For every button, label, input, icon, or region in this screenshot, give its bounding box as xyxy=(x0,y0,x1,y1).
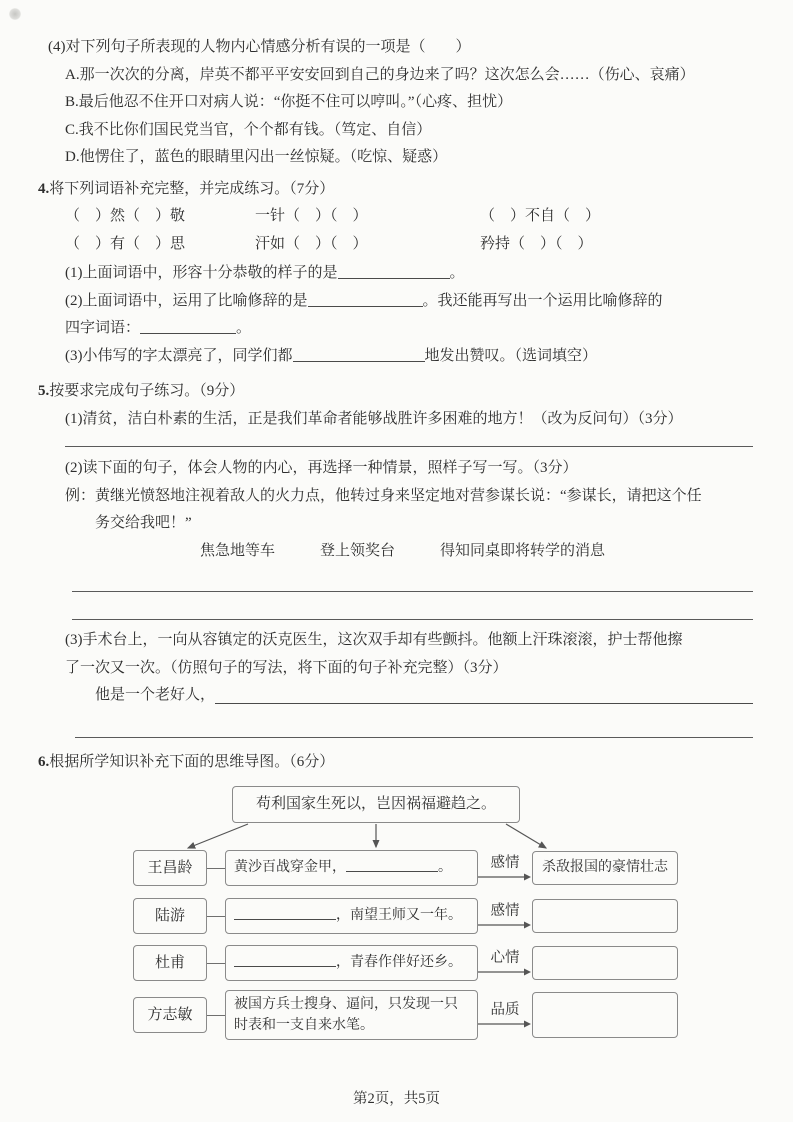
q3-sub4-option-d: D.他愣住了，蓝色的眼睛里闪出一丝惊疑。（吃惊、疑惑） xyxy=(65,149,448,165)
answer-blank xyxy=(338,277,450,279)
quote-text: ，青春作伴好还乡。 xyxy=(336,955,462,970)
page-footer: 第2页，共5页 xyxy=(353,1091,440,1107)
connector-line xyxy=(207,963,225,964)
q4-sub2-line2-text: 四字词语： xyxy=(65,320,141,336)
arrow-right-icon xyxy=(478,967,532,977)
q5-stem-line xyxy=(38,378,793,406)
author-box: 方志敏 xyxy=(133,997,207,1033)
scan-artifact xyxy=(9,8,21,20)
scenario-item: 得知同桌即将转学的消息 xyxy=(440,542,606,559)
q5-sub2: (2)读下面的句子，体会人物的内心，再选择一种情景，照样子写一写。（3分） xyxy=(65,460,578,476)
q4-sub1-text: (1)上面词语中，形容十分恭敬的样子的是 xyxy=(65,265,338,281)
answer-line xyxy=(65,446,753,447)
q5-example-line1: 例：黄继光愤怒地注视着敌人的火力点，他转过身来坚定地对营参谋长说：“参谋长，请把这个任 xyxy=(65,487,702,504)
answer-blank xyxy=(234,918,336,920)
q6-stem-line xyxy=(38,749,793,777)
connector-line xyxy=(207,868,225,869)
q4-sub1 xyxy=(65,260,793,288)
quote-text: ，南望王师又一年。 xyxy=(336,908,462,923)
answer-line xyxy=(75,737,753,738)
q5-scenario-list xyxy=(200,538,793,566)
connector-line xyxy=(207,1015,225,1016)
q3-sub4-option-b: B.最后他忍不住开口对病人说：“你挺不住可以哼叫。”（心疼、担忧） xyxy=(65,94,513,110)
author-box: 杜甫 xyxy=(133,945,207,981)
relation-label: 心情 xyxy=(490,949,520,966)
emotion-box: 杀敌报国的豪情壮志 xyxy=(532,851,678,885)
q6-stem: 根据所学知识补充下面的思维导图。（6分） xyxy=(49,753,335,770)
arrow-right-icon xyxy=(478,920,532,930)
connector-line xyxy=(207,916,225,917)
quote-box xyxy=(225,898,478,934)
q5-stem: 按要求完成句子练习。（9分） xyxy=(49,383,245,399)
q5-sub3-line2: 了一次又一次。（仿照句子的写法，将下面的句子补充完整）（3分） xyxy=(65,659,508,676)
emotion-box-empty xyxy=(532,899,678,933)
q4-sub3-text: (3)小伟写的字太漂亮了，同学们都 xyxy=(65,347,293,364)
relation-label-col xyxy=(478,855,532,882)
relation-label: 品质 xyxy=(490,1001,520,1018)
mindmap-row xyxy=(133,945,678,981)
q4-sub2-line2 xyxy=(65,315,793,343)
q4-sub2-text: (2)上面词语中，运用了比喻修辞的是 xyxy=(65,292,308,309)
word-item: （ ）不自（ ） xyxy=(480,208,601,224)
mindmap-branch-arrows xyxy=(0,822,793,852)
word-item: 矜持（ ）（ ） xyxy=(480,235,593,252)
mindmap-row xyxy=(133,898,678,934)
quote-text: 黄沙百战穿金甲， xyxy=(234,860,346,875)
quote-period: 。 xyxy=(438,860,452,875)
q3-sub4-option-a: A.那一次次的分离，岸英不都平平安安回到自己的身边来了吗？这次怎么会……（伤心、哀痛） xyxy=(65,66,695,83)
quote-box: 被国方兵士搜身、逼问，只发现一只时表和一支自来水笔。 xyxy=(225,990,478,1040)
relation-label-col xyxy=(478,1002,532,1029)
author-box: 王昌龄 xyxy=(133,850,207,886)
q6-number: 6. xyxy=(38,753,50,770)
answer-blank xyxy=(308,305,423,307)
quote-box xyxy=(225,945,478,981)
q5-sub3-fill-text: 他是一个老好人， xyxy=(95,687,216,703)
answer-blank xyxy=(215,702,753,704)
q5-sub3-line1: (3)手术台上，一向从容镇定的沃克医生，这次双手却有些颤抖。他额上汗珠滚滚，护士帮他擦 xyxy=(65,632,683,648)
relation-label-col xyxy=(478,903,532,930)
answer-blank xyxy=(234,965,336,967)
q4-stem-line xyxy=(38,176,793,204)
scenario-item: 登上领奖台 xyxy=(320,542,396,559)
word-item: （ ）有（ ）思 xyxy=(65,235,186,252)
q5-example-line2: 务交给我吧！” xyxy=(95,515,192,531)
answer-blank xyxy=(293,360,425,362)
emotion-box-empty xyxy=(532,992,678,1038)
q4-sub2-text-cont: 。我还能再写出一个运用比喻修辞的 xyxy=(422,292,663,309)
q4-sub3-text-cont: 地发出赞叹。（选词填空） xyxy=(424,347,598,364)
word-item: 汗如（ ）（ ） xyxy=(255,235,368,252)
emotion-box-empty xyxy=(532,946,678,980)
answer-blank xyxy=(140,332,236,334)
answer-blank xyxy=(346,870,438,872)
q4-word-row-2 xyxy=(65,231,793,259)
q4-sub3 xyxy=(65,343,793,371)
word-item: （ ）然（ ）敬 xyxy=(65,208,186,224)
q4-sub2-line2-period: 。 xyxy=(236,320,252,336)
q4-stem: 将下列词语补充完整，并完成练习。（7分） xyxy=(49,180,335,197)
q5-sub1: (1)清贫，洁白朴素的生活，正是我们革命者能够战胜许多困难的地方！（改为反问句）（3分） xyxy=(65,410,683,427)
q5-sub3-fill xyxy=(95,682,753,710)
q4-sub1-period: 。 xyxy=(449,265,465,281)
q3-sub4-option-c: C.我不比你们国民党当官，个个都有钱。（笃定、自信） xyxy=(65,121,432,138)
q4-number: 4. xyxy=(38,180,50,197)
relation-label-col xyxy=(478,950,532,977)
mindmap-row xyxy=(133,990,678,1040)
mindmap-top-box: 苟利国家生死以，岂因祸福避趋之。 xyxy=(232,786,520,823)
arrow-right-icon xyxy=(478,1019,532,1029)
q3-sub4-stem: (4)对下列句子所表现的人物内心情感分析有误的一项是（ ） xyxy=(48,39,471,55)
scenario-item: 焦急地等车 xyxy=(200,542,276,559)
q4-word-row-1 xyxy=(65,203,793,231)
mindmap-row xyxy=(133,850,678,886)
answer-line xyxy=(72,591,753,592)
author-box: 陆游 xyxy=(133,898,207,934)
q5-number: 5. xyxy=(38,383,50,399)
relation-label: 感情 xyxy=(490,854,520,871)
word-item: 一针（ ）（ ） xyxy=(255,208,368,224)
q4-sub2 xyxy=(65,288,793,316)
arrow-right-icon xyxy=(478,872,532,882)
relation-label: 感情 xyxy=(490,902,520,919)
answer-line xyxy=(72,619,753,620)
quote-box xyxy=(225,850,478,886)
mind-map xyxy=(0,786,793,1054)
